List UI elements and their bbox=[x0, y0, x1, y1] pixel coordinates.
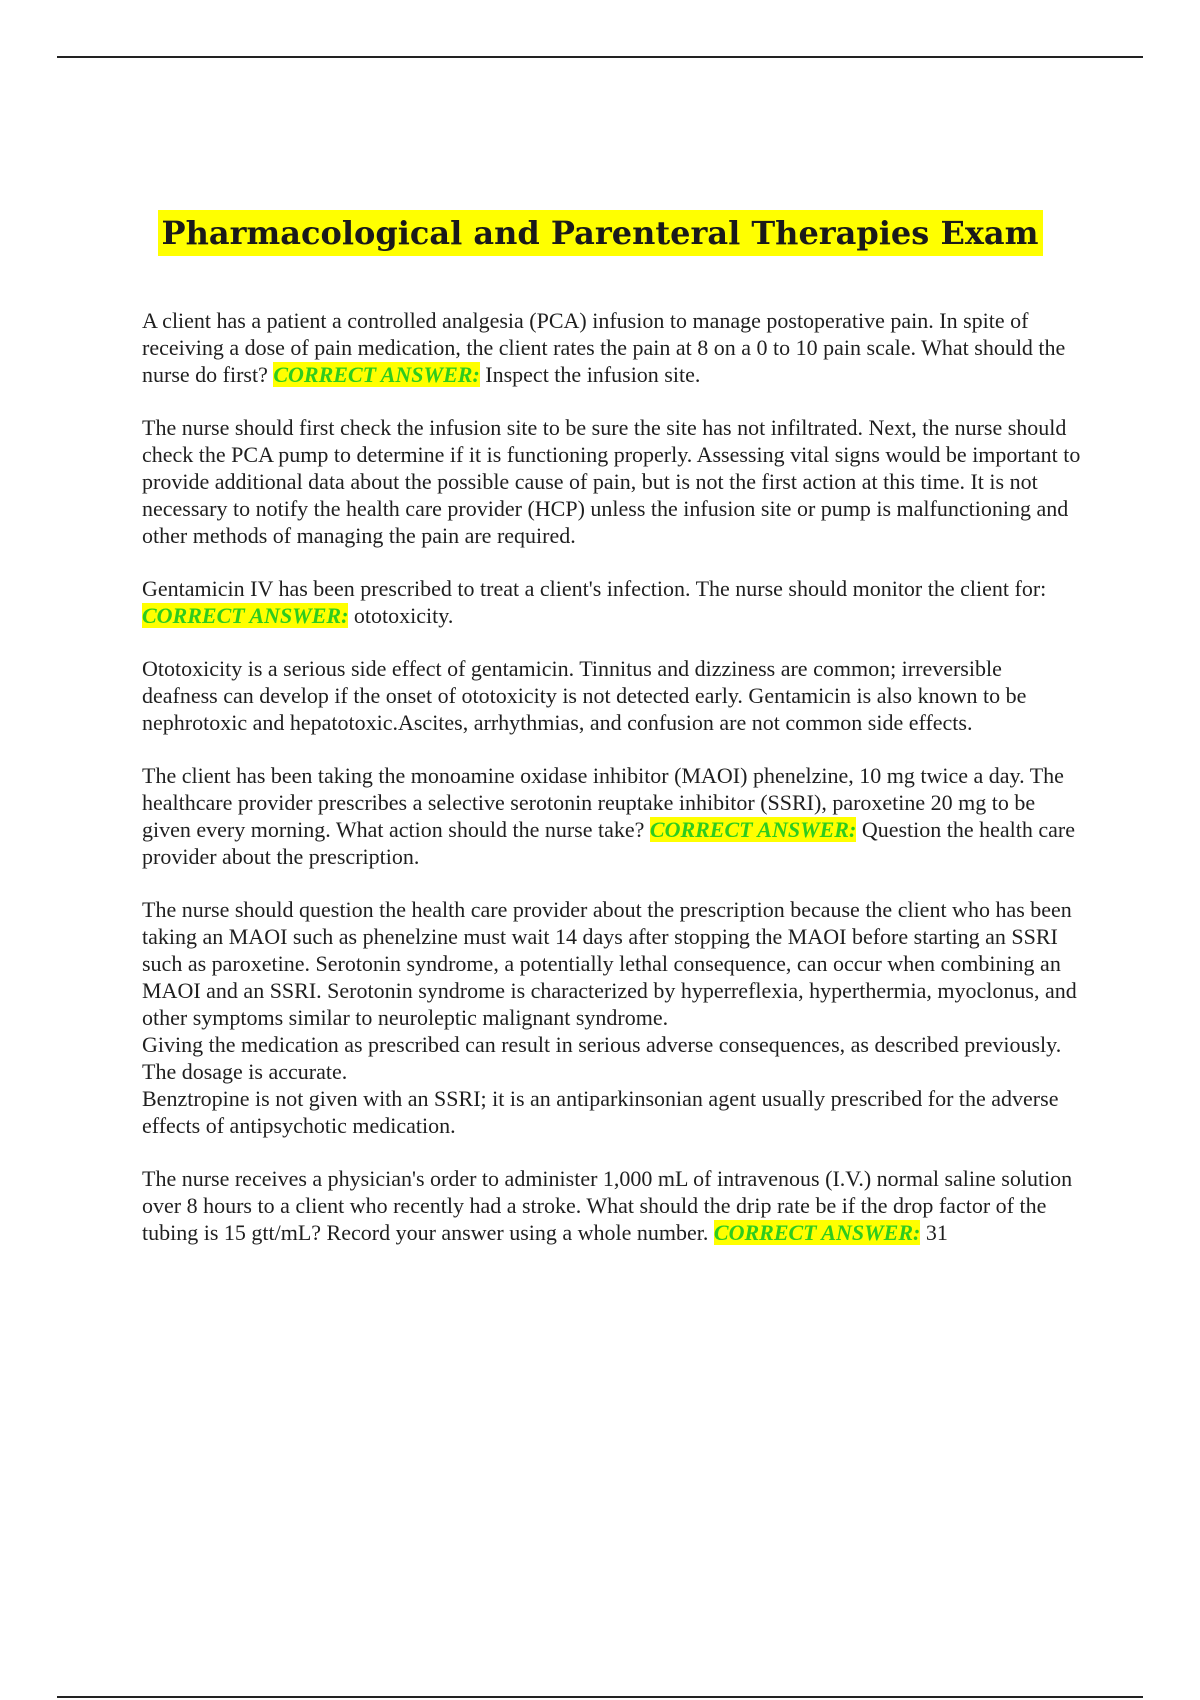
question-text: The client has been taking the monoamine oxidase inhibitor (MAOI) phenelzine, 10 mg twice a day. The healthcare provider prescribes a selective serotonin reuptake inhibitor (SSRI), paroxetine 20 mg to be given every morning. What action should the nurse take? bbox=[142, 763, 1064, 842]
correct-answer-label: CORRECT ANSWER: bbox=[142, 603, 349, 628]
question-paragraph bbox=[142, 762, 1082, 870]
question-text: A client has a patient a controlled analgesia (PCA) infusion to manage postoperative pain. In spite of receiving a dose of pain medication, the client rates the pain at 8 on a 0 to 10 pain scale. What should the nurse do first? bbox=[142, 308, 1066, 387]
explanation-paragraph: Ototoxicity is a serious side effect of gentamicin. Tinnitus and dizziness are common; irreversible deafness can develop if the onset of ototoxicity is not detected early. Gentamicin is also known to be nephrotoxic and hepatotoxic.Ascites, arrhythmias, and confusion are not common side effects. bbox=[142, 656, 1027, 735]
title-container bbox=[0, 210, 1200, 256]
answer-text: Question the health care provider about the prescription. bbox=[142, 817, 1076, 869]
question-paragraph bbox=[142, 1165, 1082, 1246]
explanation-paragraph: The dosage is accurate. bbox=[142, 1059, 348, 1084]
answer-text: ototoxicity. bbox=[353, 603, 454, 628]
question-text: Gentamicin IV has been prescribed to treat a client's infection. The nurse should monitor the client for: bbox=[142, 576, 1047, 601]
page-title: Pharmacological and Parenteral Therapies Exam bbox=[158, 210, 1043, 256]
explanation-paragraph: Benztropine is not given with an SSRI; it is an antiparkinsonian agent usually prescribed for the adverse effects of antipsychotic medication. bbox=[142, 1086, 1059, 1138]
explanation-block bbox=[142, 896, 1082, 1139]
question-block bbox=[142, 575, 1082, 629]
explanation-paragraph: Giving the medication as prescribed can result in serious adverse consequences, as described previously. bbox=[142, 1032, 1062, 1057]
correct-answer-label: CORRECT ANSWER: bbox=[649, 817, 857, 842]
question-block bbox=[142, 1165, 1082, 1246]
explanation-block bbox=[142, 414, 1082, 549]
correct-answer-label: CORRECT ANSWER: bbox=[273, 362, 480, 387]
document-body bbox=[142, 307, 1082, 1272]
explanation-paragraph: The nurse should question the health care provider about the prescription because the client who has been taking an MAOI such as phenelzine must wait 14 days after stopping the MAOI before starting an SSRI such as paroxetine. Serotonin syndrome, a potentially lethal consequence, can occur when combining an MAOI and an SSRI. Serotonin syndrome is characterized by hyperreflexia, hyperthermia, myoclonus, and other symptoms similar to neuroleptic malignant syndrome. bbox=[142, 897, 1077, 1030]
question-paragraph bbox=[142, 575, 1082, 629]
bottom-rule bbox=[57, 1696, 1143, 1698]
answer-text: Inspect the infusion site. bbox=[485, 362, 701, 387]
question-block bbox=[142, 762, 1082, 870]
top-rule bbox=[57, 56, 1143, 58]
explanation-paragraph: The nurse should first check the infusion site to be sure the site has not infiltrated. Next, the nurse should check the PCA pump to determine if it is functioning properly. Assessing vital signs would be important to provide additional data about the possible cause of pain, but is not the first action at this time. It is not necessary to notify the health care provider (HCP) unless the infusion site or pump is malfunctioning and other methods of managing the pain are required. bbox=[142, 415, 1081, 548]
answer-text: 31 bbox=[925, 1220, 948, 1245]
question-text: The nurse receives a physician's order to administer 1,000 mL of intravenous (I.V.) normal saline solution over 8 hours to a client who recently had a stroke. What should the drip rate be if the drop factor of the tubing is 15 gtt/mL? Record your answer using a whole number. bbox=[142, 1166, 1073, 1245]
question-block bbox=[142, 307, 1082, 388]
question-paragraph bbox=[142, 307, 1082, 388]
correct-answer-label: CORRECT ANSWER: bbox=[713, 1220, 921, 1245]
explanation-block bbox=[142, 655, 1082, 736]
